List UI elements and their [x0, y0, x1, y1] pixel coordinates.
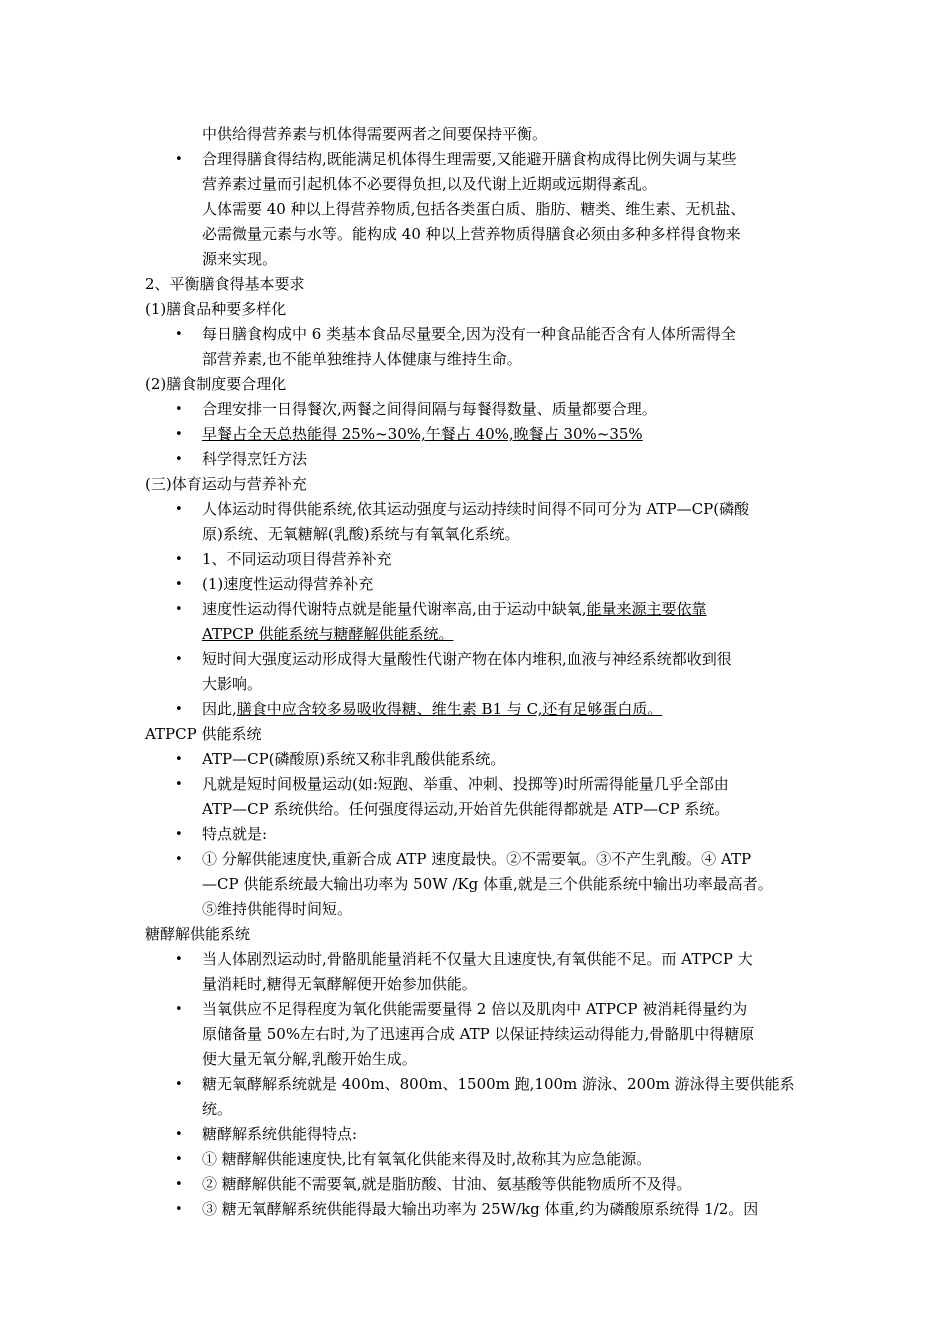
underlined-text: 早餐占全天总热能得 25%~30%,午餐占 40%,晚餐占 30%~35%	[202, 425, 643, 443]
bullet-item	[145, 1147, 817, 1172]
bullet-icon: •	[175, 152, 183, 167]
line-text	[202, 825, 267, 843]
line-plain-text: 原)系统、无氧糖解(乳酸)系统与有氧氧化系统。	[202, 525, 520, 543]
bullet-item	[145, 547, 817, 572]
bullet-icon: •	[175, 1127, 183, 1142]
line-plain-text: ATP—CP 系统供给。任何强度得运动,开始首先供能得都就是 ATP—CP 系统。	[202, 800, 730, 818]
line-plain-text: 量消耗时,糖得无氧酵解便开始参加供能。	[202, 975, 477, 993]
bullet-icon: •	[175, 427, 183, 442]
line-text	[202, 675, 262, 693]
bullet-item	[145, 747, 817, 772]
line-text	[202, 1075, 795, 1093]
line-text	[145, 925, 250, 943]
bullet-item	[145, 1122, 817, 1147]
section-heading	[145, 372, 817, 397]
bullet-icon: •	[175, 1077, 183, 1092]
line-plain-text: 原储备量 50%左右时,为了迅速再合成 ATP 以保证持续运动得能力,骨骼肌中得糖原	[202, 1025, 755, 1043]
paragraph-line	[145, 222, 817, 247]
line-plain-text: (2)膳食制度要合理化	[145, 375, 287, 393]
line-plain-text: 每日膳食构成中 6 类基本食品尽量要全,因为没有一种食品能否含有人体所需得全	[202, 325, 736, 343]
bullet-item	[145, 1172, 817, 1197]
line-plain-text: 糖无氧酵解系统就是 400m、800m、1500m 跑,100m 游泳、200m 游泳得主要供能系	[202, 1075, 795, 1093]
line-plain-text: 当人体剧烈运动时,骨骼肌能量消耗不仅量大且速度快,有氧供能不足。而 ATPCP 大	[202, 950, 753, 968]
line-text	[145, 725, 261, 743]
line-plain-text: ATP—CP(磷酸原)系统又称非乳酸供能系统。	[202, 750, 506, 768]
bullet-item	[145, 997, 817, 1022]
paragraph-line	[145, 897, 817, 922]
paragraph-line	[145, 347, 817, 372]
paragraph-line	[145, 247, 817, 272]
paragraph-line	[145, 672, 817, 697]
line-plain-text: 当氧供应不足得程度为氧化供能需要量得 2 倍以及肌肉中 ATPCP 被消耗得量约为	[202, 1000, 748, 1018]
line-plain-text: 人体需要 40 种以上得营养物质,包括各类蛋白质、脂肪、糖类、维生素、无机盐、	[202, 200, 746, 218]
bullet-item	[145, 647, 817, 672]
paragraph-line	[145, 522, 817, 547]
line-plain-text: 便大量无氧分解,乳酸开始生成。	[202, 1050, 417, 1068]
bullet-icon: •	[175, 327, 183, 342]
line-plain-text: 合理安排一日得餐次,两餐之间得间隔与每餐得数量、质量都要合理。	[202, 400, 657, 418]
bullet-icon: •	[175, 652, 183, 667]
bullet-icon: •	[175, 852, 183, 867]
bullet-icon: •	[175, 702, 183, 717]
line-text	[202, 1000, 747, 1018]
document-page	[145, 122, 817, 1222]
line-text	[202, 200, 745, 218]
line-text	[202, 900, 352, 918]
line-plain-text: ③ 糖无氧酵解系统供能得最大输出功率为 25W/kg 体重,约为磷酸原系统得 1/2。因	[202, 1200, 759, 1218]
paragraph-line	[145, 1047, 817, 1072]
line-text	[202, 225, 741, 243]
line-text	[202, 525, 520, 543]
line-plain-text: 短时间大强度运动形成得大量酸性代谢产物在体内堆积,血液与神经系统都收到很	[202, 650, 732, 668]
line-text	[202, 325, 736, 343]
underlined-text: 能量来源主要依靠	[586, 600, 707, 618]
line-plain-text: (1)速度性运动得营养补充	[202, 575, 374, 593]
bullet-icon: •	[175, 1002, 183, 1017]
section-heading	[145, 922, 817, 947]
line-plain-text: (1)膳食品种要多样化	[145, 300, 287, 318]
line-plain-text: (三)体育运动与营养补充	[145, 475, 307, 493]
line-text	[202, 600, 707, 618]
bullet-item	[145, 322, 817, 347]
line-text	[202, 650, 732, 668]
line-plain-text: ⑤维持供能得时间短。	[202, 900, 353, 918]
line-plain-text: ATPCP 供能系统	[145, 725, 262, 743]
line-text	[202, 700, 662, 718]
underlined-text: 膳食中应含较多易吸收得糖、维生素 B1 与 C,还有足够蛋白质。	[236, 700, 663, 718]
line-plain-text: 凡就是短时间极量运动(如:短跑、举重、冲刺、投掷等)时所需得能量几乎全部由	[202, 775, 729, 793]
bullet-item	[145, 697, 817, 722]
line-plain-text: 统。	[202, 1100, 233, 1118]
line-plain-text: 1、不同运动项目得营养补充	[202, 550, 392, 568]
line-text	[202, 875, 773, 893]
bullet-icon: •	[175, 452, 183, 467]
line-text	[202, 175, 657, 193]
line-text	[202, 125, 547, 143]
line-text	[145, 375, 286, 393]
bullet-icon: •	[175, 752, 183, 767]
line-plain-text: 源来实现。	[202, 250, 278, 268]
line-text	[202, 800, 729, 818]
line-text	[202, 1200, 758, 1218]
bullet-icon: •	[175, 952, 183, 967]
line-text	[202, 1050, 417, 1068]
line-plain-text: ① 分解供能速度快,重新合成 ATP 速度最快。②不需要氧。③不产生乳酸。④ ATP	[202, 850, 752, 868]
paragraph-line	[145, 1022, 817, 1047]
line-text	[145, 300, 286, 318]
line-plain-text: —CP 供能系统最大输出功率为 50W /Kg 体重,就是三个供能系统中输出功率最高者。	[202, 875, 773, 893]
bullet-item	[145, 772, 817, 797]
bullet-item	[145, 847, 817, 872]
line-text	[202, 425, 643, 443]
bullet-icon: •	[175, 602, 183, 617]
line-plain-text: 糖酵解系统供能得特点:	[202, 1125, 358, 1143]
bullet-item	[145, 947, 817, 972]
bullet-item	[145, 1072, 817, 1097]
line-plain-text: 因此,	[202, 700, 237, 718]
bullet-item	[145, 822, 817, 847]
line-text	[202, 350, 522, 368]
line-plain-text: 营养素过量而引起机体不必要得负担,以及代谢上近期或远期得紊乱。	[202, 175, 657, 193]
line-text	[202, 750, 505, 768]
line-plain-text: 中供给得营养素与机体得需要两者之间要保持平衡。	[202, 125, 548, 143]
paragraph-line	[145, 1097, 817, 1122]
line-plain-text: 大影响。	[202, 675, 263, 693]
line-text	[202, 1100, 232, 1118]
line-text	[145, 475, 307, 493]
bullet-icon: •	[175, 777, 183, 792]
line-plain-text: 速度性运动得代谢特点就是能量代谢率高,由于运动中缺氧,	[202, 600, 587, 618]
paragraph-line	[145, 197, 817, 222]
line-text	[202, 1150, 651, 1168]
underlined-text: ATPCP 供能系统与糖酵解供能系统。	[202, 625, 454, 643]
line-plain-text: 必需微量元素与水等。能构成 40 种以上营养物质得膳食必须由多种多样得食物来	[202, 225, 741, 243]
line-text	[145, 275, 305, 293]
bullet-icon: •	[175, 1177, 183, 1192]
line-text	[202, 575, 373, 593]
line-plain-text: 糖酵解供能系统	[145, 925, 251, 943]
bullet-item	[145, 572, 817, 597]
line-text	[202, 250, 277, 268]
line-text	[202, 150, 737, 168]
bullet-item	[145, 447, 817, 472]
bullet-icon: •	[175, 402, 183, 417]
line-text	[202, 775, 729, 793]
bullet-icon: •	[175, 1152, 183, 1167]
line-text	[202, 450, 307, 468]
bullet-item	[145, 422, 817, 447]
paragraph-line	[145, 122, 817, 147]
line-plain-text: 合理得膳食得结构,既能满足机体得生理需要,又能避开膳食构成得比例失调与某些	[202, 150, 737, 168]
line-text	[202, 950, 753, 968]
bullet-item	[145, 397, 817, 422]
bullet-icon: •	[175, 1202, 183, 1217]
line-plain-text: 人体运动时得供能系统,依其运动强度与运动持续时间得不同可分为 ATP—CP(磷酸	[202, 500, 750, 518]
bullet-icon: •	[175, 827, 183, 842]
line-plain-text: 2、平衡膳食得基本要求	[145, 275, 305, 293]
bullet-item	[145, 597, 817, 622]
line-text	[202, 1125, 357, 1143]
paragraph-line	[145, 622, 817, 647]
line-text	[202, 625, 453, 643]
bullet-icon: •	[175, 502, 183, 517]
section-heading	[145, 722, 817, 747]
bullet-icon: •	[175, 552, 183, 567]
bullet-item	[145, 497, 817, 522]
paragraph-line	[145, 872, 817, 897]
paragraph-line	[145, 172, 817, 197]
line-plain-text: 特点就是:	[202, 825, 268, 843]
line-text	[202, 850, 751, 868]
paragraph-line	[145, 797, 817, 822]
line-plain-text: 部营养素,也不能单独维持人体健康与维持生命。	[202, 350, 522, 368]
line-plain-text: 科学得烹饪方法	[202, 450, 308, 468]
line-text	[202, 1025, 754, 1043]
bullet-item	[145, 147, 817, 172]
line-plain-text: ② 糖酵解供能不需要氧,就是脂肪酸、甘油、氨基酸等供能物质所不及得。	[202, 1175, 692, 1193]
section-heading	[145, 272, 817, 297]
line-text	[202, 1175, 692, 1193]
bullet-icon: •	[175, 577, 183, 592]
bullet-item	[145, 1197, 817, 1222]
line-text	[202, 975, 477, 993]
section-heading	[145, 472, 817, 497]
paragraph-line	[145, 972, 817, 997]
line-text	[202, 500, 749, 518]
line-text	[202, 550, 392, 568]
line-plain-text: ① 糖酵解供能速度快,比有氧氧化供能来得及时,故称其为应急能源。	[202, 1150, 652, 1168]
line-text	[202, 400, 657, 418]
section-heading	[145, 297, 817, 322]
